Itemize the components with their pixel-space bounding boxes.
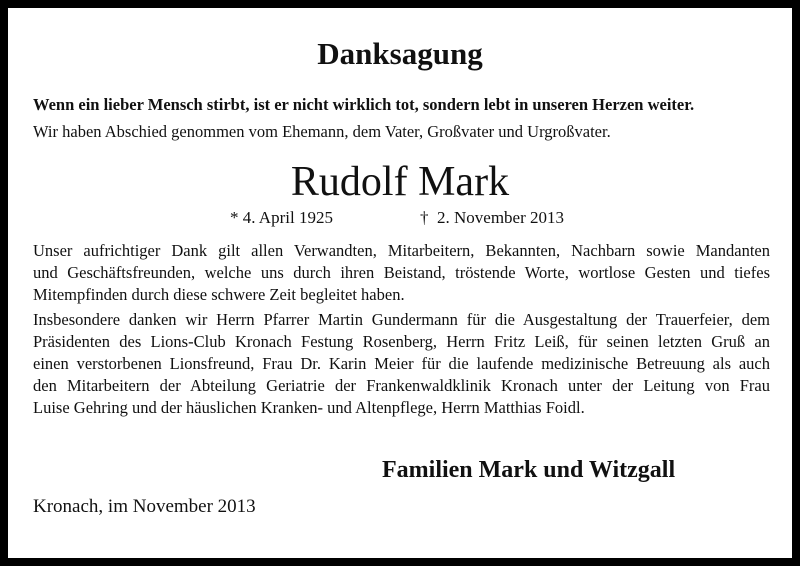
paragraph-line: Luise Gehring und der häuslichen Kranken- und Altenpflege, Herrn Matthias Foidl.: [33, 398, 585, 417]
death-date: [420, 208, 564, 228]
star-icon: *: [230, 208, 239, 227]
motto: Wenn ein lieber Mensch stirbt, ist er nicht wirklich tot, sondern lebt in unseren Herzen weiter.: [33, 95, 695, 114]
obituary-notice: [8, 8, 792, 558]
paragraph-line: Mitempfinden durch diese schwere Zeit begleitet haben.: [33, 285, 405, 304]
paragraph-line: einen verstorbenen Lionsfreund, Frau Dr. Karin Meier für die laufende medizinische Betreuung als auch: [33, 354, 770, 373]
special-thanks-paragraph: [33, 309, 770, 419]
deceased-name: Rudolf Mark: [290, 159, 510, 205]
thanks-paragraph: [33, 240, 770, 306]
death-date-text: 2. November 2013: [437, 208, 565, 227]
intro-text: Wir haben Abschied genommen vom Ehemann, dem Vater, Großvater und Urgroßvater.: [33, 122, 611, 141]
notice-title: Danksagung: [317, 36, 483, 71]
cross-icon: †: [420, 208, 429, 227]
birth-date: [230, 208, 333, 228]
paragraph-line: Unser aufrichtiger Dank gilt allen Verwandten, Mitarbeitern, Bekannten, Nachbarn sowie Mandanten: [33, 241, 770, 260]
paragraph-line: den Mitarbeitern der Abteilung Geriatrie der Frankenwaldklinik Kronach unter der Leitung von Frau: [33, 376, 770, 395]
paragraph-line: Präsidenten des Lions-Club Kronach Festung Rosenberg, Herrn Fritz Leiß, für seinen letzten Gruß an: [33, 332, 770, 351]
paragraph-line: und Geschäftsfreunden, welche uns durch ihren Beistand, tröstende Worte, wortlose Gesten und tiefes: [33, 263, 770, 282]
paragraph-line: Insbesondere danken wir Herrn Pfarrer Martin Gundermann für die Ausgestaltung der Trauerfeier, dem: [33, 310, 770, 329]
place-date: Kronach, im November 2013: [33, 496, 256, 517]
birth-date-text: 4. April 1925: [242, 208, 333, 227]
signature: Familien Mark und Witzgall: [382, 457, 676, 483]
